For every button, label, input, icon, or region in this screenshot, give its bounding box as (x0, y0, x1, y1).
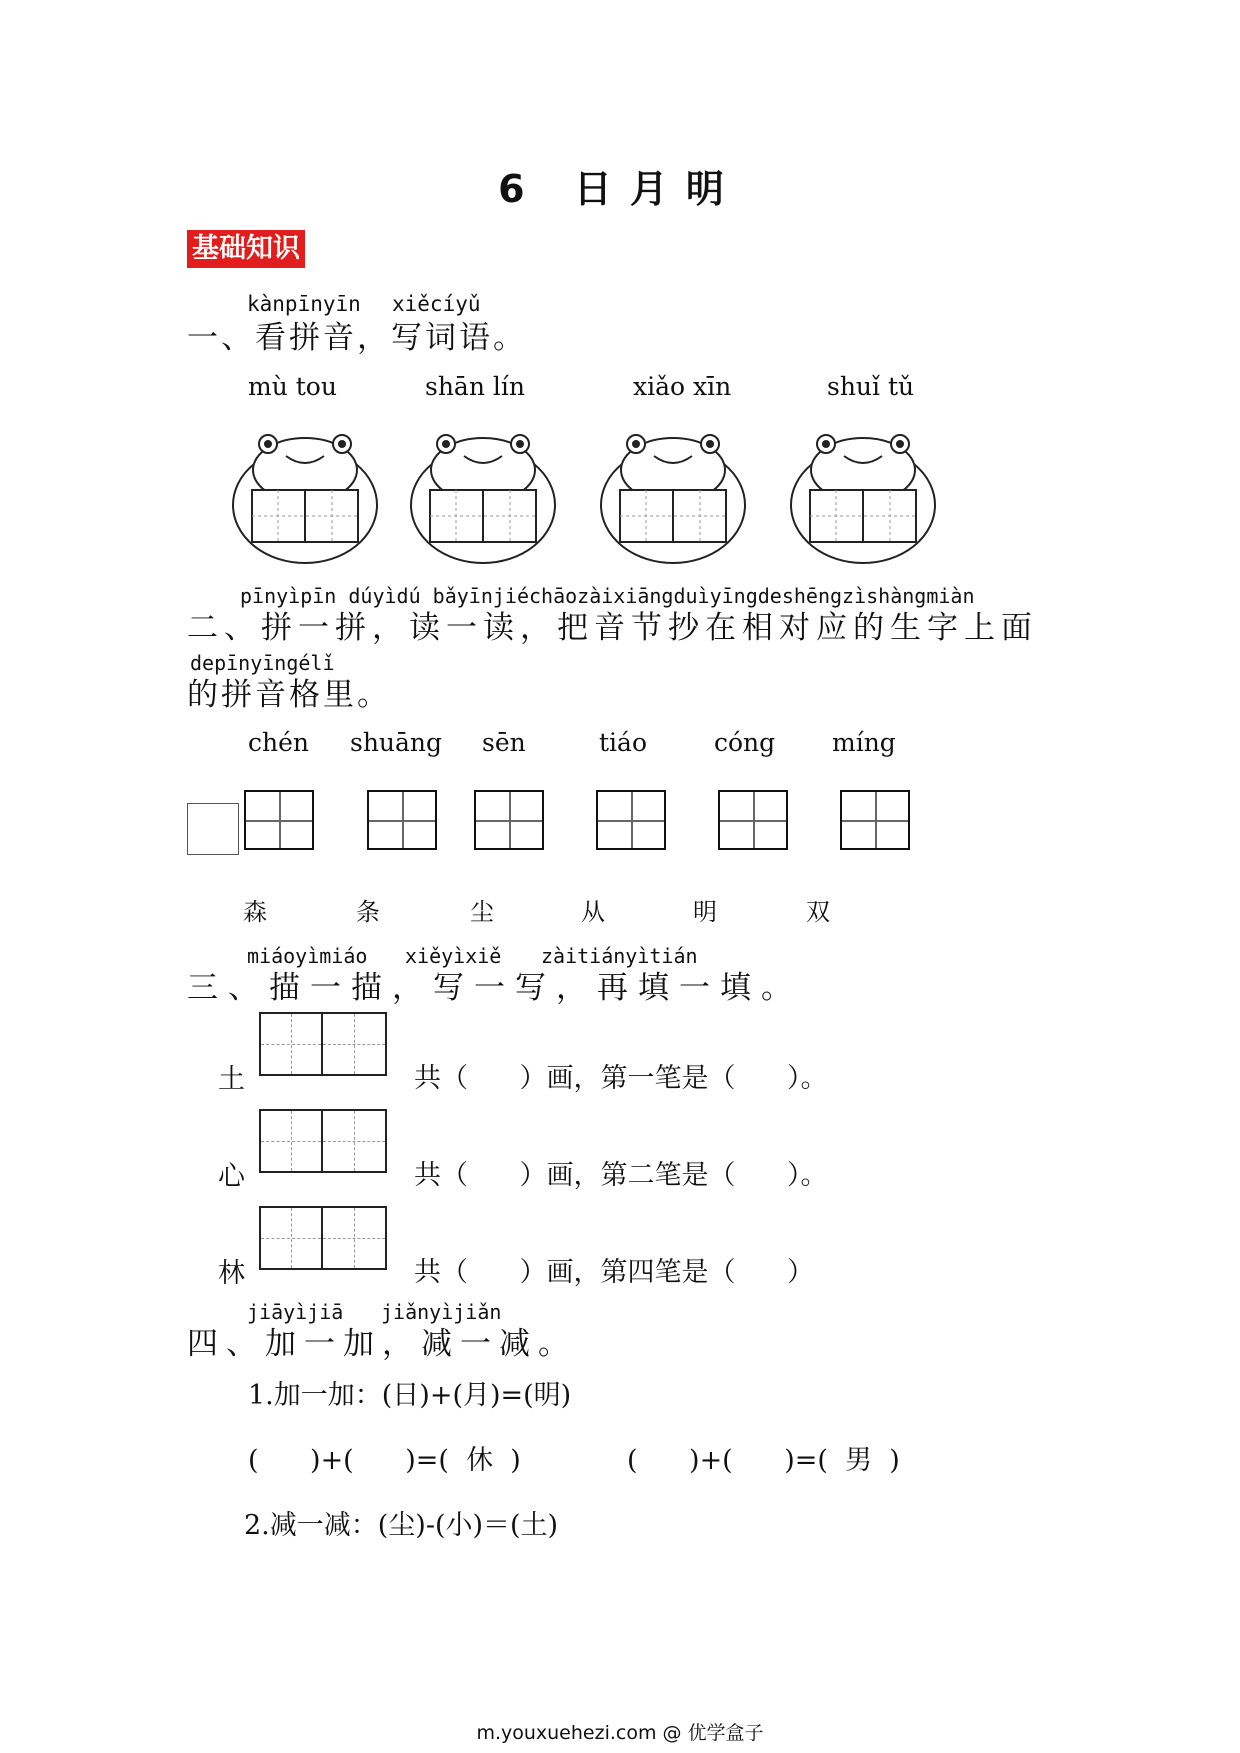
q1-heading: 一、看拼音，写词语。 (187, 320, 527, 356)
q3-text-2: 共（ ）画，第二笔是（ ）。 (414, 1160, 828, 1191)
pinyin-grid-2[interactable] (367, 790, 437, 850)
q2-pinyin-line2: depīnyīngélǐ (190, 651, 335, 675)
q4-add-example: 1.加一加：(日)+(月)=(明) (248, 1380, 572, 1411)
pinyin-grid-1[interactable] (244, 790, 314, 850)
q4-add-blank-2: ( )+( )=( 男 ) (627, 1445, 900, 1476)
q2-char-2: 条 (356, 898, 380, 926)
q2-char-4: 从 (581, 898, 605, 926)
frog-writing-box-2[interactable] (406, 430, 561, 565)
q2-syllable-4: tiáo (599, 728, 647, 757)
q4-subtract-example: 2.减一减：(尘)-(小)＝(土) (244, 1510, 559, 1541)
q3-pinyin-2: xiěyìxiě (405, 944, 502, 968)
q1-word-pinyin-2: shān lín (425, 372, 525, 401)
q4-pinyin-1: jiāyìjiā (247, 1300, 344, 1324)
pinyin-grid-3[interactable] (474, 790, 544, 850)
footer-watermark: m.youxuehezi.com @ 优学盒子 (476, 1722, 764, 1744)
section-badge: 基础知识 (187, 230, 305, 268)
q4-add-blank-1: ( )+( )=( 休 ) (248, 1445, 521, 1476)
frog-writing-box-4[interactable] (786, 430, 941, 565)
q1-word-pinyin-1: mù tou (248, 372, 337, 401)
frog-writing-box-1[interactable] (228, 430, 383, 565)
small-scan-box (187, 803, 239, 855)
q3-pinyin-1: miáoyìmiáo (247, 944, 368, 968)
q2-pinyin-line1: pīnyìpīn dúyìdú bǎyīnjiéchāozàixiāngduìyīngdeshēngzìshàngmiàn (240, 584, 975, 608)
q1-pinyin-2: xiěcíyǔ (392, 292, 481, 316)
pinyin-grid-5[interactable] (718, 790, 788, 850)
q1-word-pinyin-3: xiǎo xīn (633, 372, 732, 401)
q3-grid-1[interactable] (259, 1012, 387, 1076)
page-title: 6 日月明 (498, 167, 742, 211)
q3-char-3: 林 (218, 1258, 245, 1289)
q2-char-5: 明 (693, 898, 717, 926)
q3-pinyin-3: zàitiányìtián (541, 944, 698, 968)
q3-text-3: 共（ ）画，第四笔是（ ） (414, 1257, 814, 1288)
q2-syllable-6: míng (832, 728, 896, 757)
q2-syllable-2: shuāng (350, 728, 443, 757)
q3-text-1: 共（ ）画，第一笔是（ ）。 (414, 1063, 828, 1094)
q2-syllable-3: sēn (482, 728, 526, 757)
q3-grid-2[interactable] (259, 1109, 387, 1173)
q1-pinyin-1: kànpīnyīn (247, 292, 361, 316)
q4-heading: 四、加一加，减一减。 (187, 1326, 577, 1362)
q4-pinyin-2: jiǎnyìjiǎn (381, 1300, 502, 1324)
frog-writing-box-3[interactable] (596, 430, 751, 565)
q3-char-2: 心 (218, 1161, 245, 1192)
q2-char-3: 尘 (470, 898, 494, 926)
q2-char-1: 森 (243, 898, 267, 926)
q1-word-pinyin-4: shuǐ tǔ (827, 372, 915, 401)
q2-heading-line1: 二、拼一拼，读一读，把音节抄在相对应的生字上面 (187, 610, 1038, 646)
q3-grid-3[interactable] (259, 1206, 387, 1270)
pinyin-grid-4[interactable] (596, 790, 666, 850)
q2-heading-line2: 的拼音格里。 (187, 677, 391, 713)
q2-syllable-5: cóng (714, 728, 776, 757)
pinyin-grid-6[interactable] (840, 790, 910, 850)
q2-char-6: 双 (806, 898, 830, 926)
q2-syllable-1: chén (248, 728, 309, 757)
q3-char-1: 土 (218, 1064, 245, 1095)
q3-heading: 三、描一描，写一写，再填一填。 (187, 970, 802, 1006)
